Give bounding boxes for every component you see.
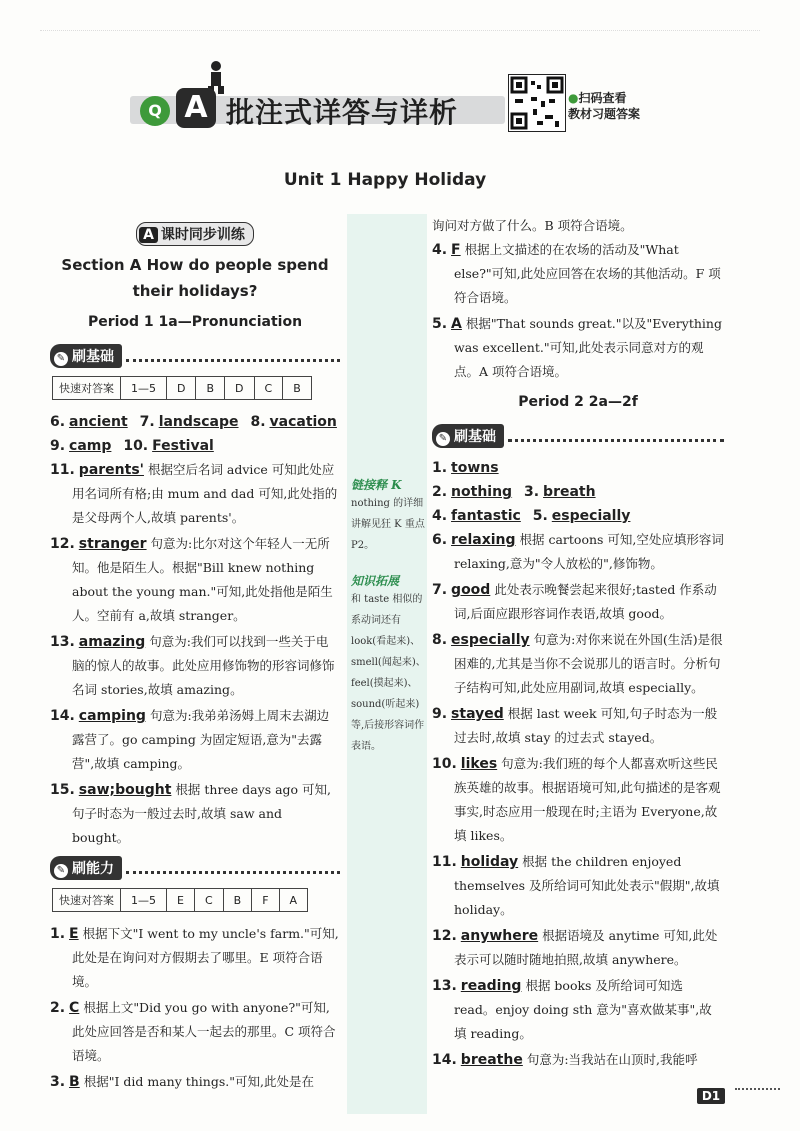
explanation-item: [432, 628, 724, 700]
item-number: 7.: [432, 582, 448, 598]
basic-practice-label: 刷基础: [72, 349, 114, 365]
explanation-item: [432, 1048, 724, 1072]
quick-answer-table-2: [52, 888, 308, 912]
explanation-item: [432, 312, 724, 384]
item-number: 15.: [50, 782, 75, 798]
section-badge: [136, 222, 254, 246]
answer-word: parents': [78, 462, 144, 478]
brush-icon: ✎: [436, 432, 450, 446]
qr-label: [568, 90, 640, 122]
item-number: 3.: [50, 1074, 66, 1090]
ability-practice-bar: [50, 856, 340, 880]
margin-notes-column: [347, 214, 427, 1114]
item-number: 14.: [50, 708, 75, 724]
explanation-text: 句意为:我弟弟汤姆上周末去湖边露营了。go camping 为固定短语,意为"去露营",故填 camping。: [72, 708, 330, 771]
answer-word: good: [451, 582, 491, 598]
explanation-text: 根据 books 及所给词可知选 read。enjoy doing sth 意为"喜欢做某事",故填 reading。: [454, 978, 712, 1041]
explanation-text: 根据"I did many things."可知,此处是在: [83, 1074, 314, 1089]
left-column: [50, 222, 340, 1096]
period-heading: Period 1 1a—Pronunciation: [87, 314, 303, 330]
quick-answer-cell: F: [252, 889, 279, 912]
answer-word: camping: [78, 708, 146, 724]
answer-word: camp: [69, 438, 112, 454]
explanation-item: [432, 578, 724, 626]
explanation-item: [50, 630, 340, 702]
footer-dots: [735, 1088, 780, 1090]
item-number: 4.: [432, 242, 448, 258]
period-heading: Period 2 2a—2f: [518, 394, 638, 410]
item-number: 9.: [432, 706, 448, 722]
answer-word: towns: [451, 460, 499, 476]
quick-answer-cell: A: [279, 889, 308, 912]
quick-answer-cell: B: [283, 377, 312, 400]
answer-word: vacation: [269, 414, 337, 430]
explanation-text: 句意为:当我站在山顶时,我能呼: [526, 1052, 698, 1067]
answer-line-2-3: [432, 480, 724, 504]
answer-word: relaxing: [451, 532, 516, 548]
basic-practice-tag: [50, 344, 122, 368]
quick-answer-cell: C: [254, 377, 283, 400]
item-number: 6.: [432, 532, 448, 548]
extension-note-title: 知识拓展: [351, 574, 400, 588]
item-number: 13.: [432, 978, 457, 994]
explanation-text: 根据 cartoons 可知,空处应填形容词 relaxing,意为"令人放松的",修饰物。: [454, 532, 724, 571]
explanation-text: 根据下文"I went to my uncle's farm."可知,此处是在询问对方假期去了哪里。E 项符合语境。: [72, 926, 339, 989]
item-number: 4.: [432, 508, 448, 524]
dotted-divider: [126, 863, 340, 874]
qr-label-line1: 扫码查看: [578, 91, 627, 105]
answer-word: nothing: [451, 484, 513, 500]
item-number: 12.: [50, 536, 75, 552]
explanation-text: 句意为:我们班的每个人都喜欢听这些民族英雄的故事。根据语境可知,此句描述的是客观事实,时态应用一般现在时;主语为 Everyone,故填 likes。: [454, 756, 721, 843]
link-note-text: nothing 的详细讲解见狂 K 重点 P2。: [351, 498, 425, 551]
a-badge: A: [176, 88, 216, 128]
quick-answer-cell: E: [167, 889, 195, 912]
section-badge-letter: A: [139, 227, 158, 243]
item-number: 10.: [432, 756, 457, 772]
item-number: 8.: [432, 632, 448, 648]
item-number: 6.: [50, 414, 66, 430]
ability-practice-tag: [50, 856, 122, 880]
quick-answer-cell: C: [194, 889, 223, 912]
basic-practice-bar: [432, 424, 724, 448]
answer-word: amazing: [78, 634, 146, 650]
quick-answer-cell: B: [223, 889, 252, 912]
item-number: 11.: [50, 462, 75, 478]
quick-answer-label: 快速对答案: [53, 889, 121, 912]
explanation-item: [50, 996, 340, 1068]
answer-word: A: [451, 316, 462, 332]
answer-word: reading: [460, 978, 522, 994]
basic-practice-label: 刷基础: [454, 429, 496, 445]
item-number: 10.: [123, 438, 149, 454]
explanation-item: [50, 922, 340, 994]
explanation-text: 根据空后名词 advice 可知此处应用名词所有格;由 mum and dad 可知,此处指的是父母两个人,故填 parents'。: [72, 462, 338, 525]
item-number: 3.: [524, 484, 540, 500]
section-heading-line1: Section A How do people spend: [61, 256, 329, 274]
link-note-title: 链接释 K: [351, 478, 402, 492]
explanation-item: [50, 458, 340, 530]
answer-line-4-5: [432, 504, 724, 528]
answer-line-1: [432, 456, 724, 480]
answer-word: breath: [543, 484, 596, 500]
answer-word: F: [451, 242, 461, 258]
explanation-item: [432, 752, 724, 848]
item-number: 14.: [432, 1052, 457, 1068]
item-number: 8.: [250, 414, 266, 430]
explanation-item: [432, 974, 724, 1046]
quick-answer-range: 1—5: [121, 889, 167, 912]
item-number: 12.: [432, 928, 457, 944]
answer-word: Festival: [152, 438, 214, 454]
brush-icon: ✎: [54, 352, 68, 366]
extension-note-text: 和 taste 相似的系动词还有 look(看起来)、smell(闻起来)、feel(摸起来)、sound(听起来)等,后接形容词作表语。: [351, 594, 426, 752]
answer-line-9-10: [50, 434, 340, 458]
section-heading: [50, 252, 340, 304]
item-number: 1.: [432, 460, 448, 476]
explanation-text: 句意为:比尔对这个年轻人一无所知。他是陌生人。根据"Bill knew nothing about the young man."可知,此处指他是陌生人。空前有 a,故填 stranger。: [72, 536, 333, 623]
explanation-text: 此处表示晚餐尝起来很好;tasted 作系动词,后面应跟形容词作表语,故填 good。: [454, 582, 717, 621]
section-heading-line2: their holidays?: [132, 282, 258, 300]
answer-word: especially: [551, 508, 631, 524]
quick-answer-cell: D: [225, 377, 254, 400]
basic-practice-bar: [50, 344, 340, 368]
top-rule: [40, 30, 760, 31]
item-number: 5.: [432, 316, 448, 332]
explanation-text: 根据 three days ago 可知,句子时态为一般过去时,故填 saw and bought。: [72, 782, 332, 845]
explanation-text: 根据语境及 anytime 可知,此处表示可以随时随地拍照,故填 anywhere。: [454, 928, 718, 967]
answer-word: anywhere: [460, 928, 539, 944]
answer-word: C: [69, 1000, 80, 1016]
answer-word: likes: [460, 756, 498, 772]
answer-word: ancient: [69, 414, 128, 430]
explanation-text: 根据"That sounds great."以及"Everything was excellent."可知,此处表示同意对方的观点。A 项符合语境。: [454, 316, 722, 379]
q-badge: Q: [140, 96, 170, 126]
continued-text: 询问对方做了什么。B 项符合语境。: [432, 218, 633, 233]
explanation-item: [50, 778, 340, 850]
explanation-item: [432, 702, 724, 750]
dotted-divider: [508, 431, 724, 442]
item-number: 9.: [50, 438, 66, 454]
answer-word: holiday: [460, 854, 519, 870]
answer-word: stranger: [78, 536, 147, 552]
quick-answer-range: 1—5: [121, 377, 167, 400]
right-column: [432, 214, 724, 1074]
header-title: 批注式详答与详析: [226, 96, 459, 129]
item-number: 11.: [432, 854, 457, 870]
quick-answer-cell: B: [196, 377, 225, 400]
explanation-text: 根据上文描述的在农场的活动及"What else?"可知,此处应回答在农场的其他活动。F 项符合语境。: [454, 242, 721, 305]
explanation-text: 根据 the children enjoyed themselves 及所给词可知此处表示"假期",故填 holiday。: [454, 854, 720, 917]
explanation-item: [432, 924, 724, 972]
ability-practice-label: 刷能力: [72, 861, 114, 877]
qr-code-icon[interactable]: [508, 74, 566, 132]
explanation-item: [432, 238, 724, 310]
answer-word: especially: [451, 632, 530, 648]
answer-word: B: [69, 1074, 80, 1090]
page-number: D1: [697, 1088, 725, 1104]
dotted-divider: [126, 351, 340, 362]
explanation-item: [432, 528, 724, 576]
answer-word: fantastic: [451, 508, 521, 524]
section-badge-text: 课时同步训练: [160, 227, 245, 243]
qr-label-line2: 教材习题答案: [568, 107, 641, 121]
explanation-text: 句意为:对你来说在外国(生活)是很困难的,尤其是当你不会说那儿的语言时。分析句子结构可知,此处应用副词,故填 especially。: [454, 632, 723, 695]
answer-word: E: [69, 926, 79, 942]
explanation-item: [50, 1070, 340, 1094]
quick-answer-table-1: [52, 376, 312, 400]
explanation-text: 根据上文"Did you go with anyone?"可知,此处应回答是否和某人一起去的那里。C 项符合语境。: [72, 1000, 336, 1063]
explanation-item: [50, 532, 340, 628]
answer-word: landscape: [158, 414, 239, 430]
item-number: 5.: [532, 508, 548, 524]
explanation-text: 句意为:我们可以找到一些关于电脑的惊人的故事。此处应用修饰物的形容词修饰名词 stories,故填 amazing。: [72, 634, 335, 697]
item-number: 7.: [139, 414, 155, 430]
unit-title: Unit 1 Happy Holiday: [283, 170, 487, 190]
qr-dot-icon: ●: [568, 91, 579, 105]
item-number: 2.: [50, 1000, 66, 1016]
answer-word: stayed: [451, 706, 504, 722]
explanation-item: [50, 704, 340, 776]
explanation-text: 根据 last week 可知,句子时态为一般过去时,故填 stay 的过去式 stayed。: [454, 706, 718, 745]
explanation-item: [432, 850, 724, 922]
answer-word: breathe: [460, 1052, 523, 1068]
answer-line-6-8: [50, 410, 340, 434]
answer-word: saw;bought: [78, 782, 172, 798]
item-number: 1.: [50, 926, 66, 942]
item-number: 2.: [432, 484, 448, 500]
basic-practice-tag: [432, 424, 504, 448]
quick-answer-cell: D: [167, 377, 196, 400]
quick-answer-label: 快速对答案: [53, 377, 121, 400]
brush-icon: ✎: [54, 864, 68, 878]
item-number: 13.: [50, 634, 75, 650]
